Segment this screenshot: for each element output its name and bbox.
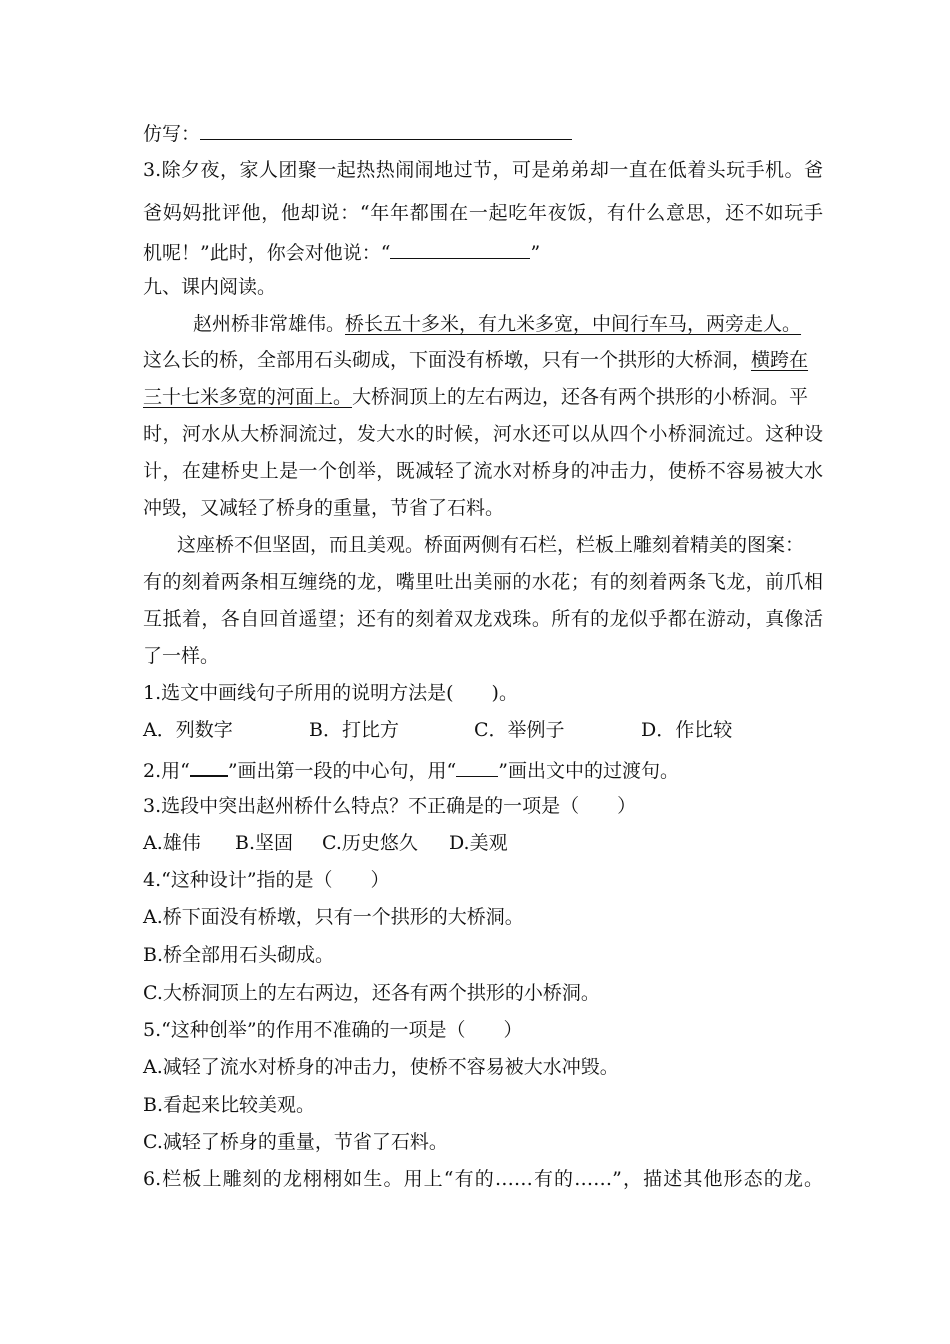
reading-question-4: 4.“这种设计”指的是（ ） (143, 869, 390, 891)
passage-p1-line-5: 计，在建桥史上是一个创举，既减轻了流水对桥身的冲击力，使桥不容易被大水 (143, 460, 823, 482)
central-sentence-mark-thick (190, 757, 228, 777)
imitation-writing-line (143, 121, 823, 146)
underlined-sentence-2b: 三十七米多宽的河面上。 (143, 386, 353, 408)
q1-option-c: C．举例子 (474, 719, 565, 741)
question-3-line-1: 3.除夕夜，家人团聚一起热热闹闹地过节，可是弟弟却一直在低着头玩手机。爸 (143, 159, 823, 181)
q1-option-a: A．列数字 (143, 719, 233, 741)
reading-question-1: 1.选文中画线句子所用的说明方法是( )。 (143, 682, 518, 704)
reading-question-6: 6.栏板上雕刻的龙栩栩如生。用上“有的……有的……”，描述其他形态的龙。 (143, 1168, 823, 1190)
passage-p1-line-4: 时，河水从大桥洞流过，发大水的时候，河水还可以从四个小桥洞流过。这种设 (143, 423, 823, 445)
q3-option-d: D.美观 (449, 832, 508, 854)
question-3-answer-blank (390, 240, 530, 259)
q5-option-b: B.看起来比较美观。 (143, 1094, 316, 1116)
passage-p2-line-1: 这座桥不但坚固，而且美观。桥面两侧有石栏，栏板上雕刻着精美的图案： (177, 534, 805, 556)
question-3-line-2: 爸妈妈批评他，他却说：“年年都围在一起吃年夜饭，有什么意思，还不如玩手 (143, 202, 823, 224)
q3-option-b: B.坚固 (235, 832, 294, 854)
reading-question-5: 5.“这种创举”的作用不准确的一项是（ ） (143, 1019, 523, 1041)
q4-option-a: A.桥下面没有桥墩，只有一个拱形的大桥洞。 (143, 906, 524, 928)
imitation-answer-blank (200, 121, 572, 140)
section-9-heading: 九、课内阅读。 (143, 276, 277, 298)
underlined-sentence-1: 桥长五十多米，有九米多宽，中间行车马，两旁走人。 (345, 313, 802, 335)
reading-question-2: 2.用“ ”画出第一段的中心句，用“ ”画出文中的过渡句。 (143, 757, 823, 783)
transition-sentence-mark-thin (456, 758, 498, 777)
passage-p2-line-4: 了一样。 (143, 645, 220, 667)
passage-p1-line-6: 冲毁，又减轻了桥身的重量，节省了石料。 (143, 497, 505, 519)
q3-option-c: C.历史悠久 (322, 832, 418, 854)
passage-p1-line-3: 三十七米多宽的河面上。大桥洞顶上的左右两边，还各有两个拱形的小桥洞。平 (143, 386, 809, 408)
passage-p1-line-2: 这么长的桥，全部用石头砌成，下面没有桥墩，只有一个拱形的大桥洞，横跨在 (143, 349, 809, 371)
question-3-line-3: 机呢！”此时，你会对他说：“ ” (143, 242, 541, 264)
q5-option-a: A.减轻了流水对桥身的冲击力，使桥不容易被大水冲毁。 (143, 1056, 619, 1078)
q3-option-a: A.雄伟 (143, 832, 201, 854)
q4-option-c: C.大桥洞顶上的左右两边，还各有两个拱形的小桥洞。 (143, 982, 600, 1004)
underlined-sentence-2a: 横跨在 (751, 349, 809, 371)
reading-question-3: 3.选段中突出赵州桥什么特点？不正确是的一项是（ ） (143, 795, 637, 817)
imitation-label: 仿写： (143, 123, 201, 145)
q1-option-d: D．作比较 (641, 719, 733, 741)
passage-p1-line-1: 赵州桥非常雄伟。桥长五十多米，有九米多宽，中间行车马，两旁走人。 (193, 313, 802, 335)
q5-option-c: C.减轻了桥身的重量，节省了石料。 (143, 1131, 448, 1153)
q1-option-b: B．打比方 (309, 719, 399, 741)
q4-option-b: B.桥全部用石头砌成。 (143, 944, 335, 966)
passage-p2-line-2: 有的刻着两条相互缠绕的龙，嘴里吐出美丽的水花；有的刻着两条飞龙，前爪相 (143, 571, 823, 593)
passage-p2-line-3: 互抵着，各自回首遥望；还有的刻着双龙戏珠。所有的龙似乎都在游动，真像活 (143, 608, 823, 630)
